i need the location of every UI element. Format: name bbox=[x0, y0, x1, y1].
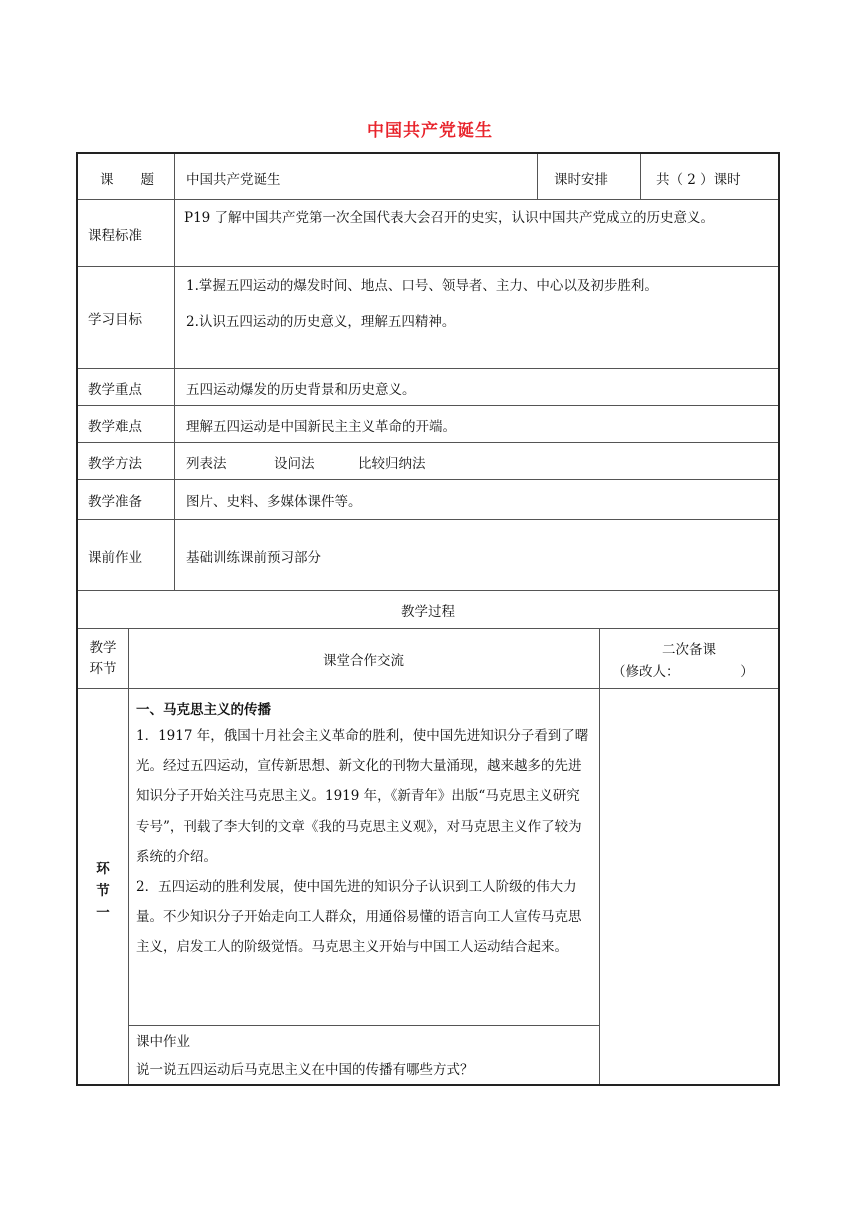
prep-value: 图片、史料、多媒体课件等。 bbox=[186, 494, 362, 510]
section-paragraph: 1．1917 年，俄国十月社会主义革命的胜利，使中国先进知识分子看到了曙光。经过五四运动，宣传新思想、新文化的刊物大量涌现，越来越多的先进知识分子开始关注马克思主义。1919 年，《新青年》出版“马克思主义研究专号”，刊载了李大钊的文章《我的马克思主义观》，对马克思主义作了较为系统的介绍。 bbox=[136, 728, 589, 865]
goals-label: 学习目标 bbox=[88, 312, 142, 328]
method-item: 设问法 bbox=[274, 456, 315, 472]
topic-value: 中国共产党诞生 bbox=[186, 172, 281, 188]
stage-label: 环 节 一 bbox=[96, 861, 110, 921]
activity-header: 课堂合作交流 bbox=[323, 653, 404, 669]
reviser-field: （修改人： ） bbox=[612, 664, 754, 680]
classwork-label: 课中作业 bbox=[136, 1034, 190, 1050]
page-title: 中国共产党诞生 bbox=[367, 121, 493, 141]
section-heading: 一、马克思主义的传播 bbox=[136, 702, 271, 718]
prep-label: 教学准备 bbox=[88, 494, 142, 510]
standard-value: P19 了解中国共产党第一次全国代表大会召开的史实，认识中国共产党成立的历史意义。 bbox=[184, 210, 715, 226]
methods-label: 教学方法 bbox=[88, 456, 142, 472]
stage-header: 教学 环节 bbox=[89, 640, 117, 677]
method-item: 比较归纳法 bbox=[358, 456, 426, 472]
key-value: 五四运动爆发的历史背景和历史意义。 bbox=[186, 382, 416, 398]
homework-value: 基础训练课前预习部分 bbox=[186, 550, 321, 566]
method-item: 列表法 bbox=[186, 456, 227, 472]
process-heading: 教学过程 bbox=[401, 604, 455, 620]
goal-item: 2.认识五四运动的历史意义，理解五四精神。 bbox=[186, 314, 456, 330]
schedule-value: 共（ 2 ）课时 bbox=[656, 172, 741, 188]
section-paragraph: 2．五四运动的胜利发展，使中国先进的知识分子认识到工人阶级的伟大力量。不少知识分子开始走向工人群众，用通俗易懂的语言向工人宣传马克思主义，启发工人的阶级觉悟。马克思主义开始与中国工人运动结合起来。 bbox=[136, 879, 582, 956]
revision-header: 二次备课 bbox=[662, 642, 716, 658]
difficulty-label: 教学难点 bbox=[88, 419, 142, 435]
difficulty-value: 理解五四运动是中国新民主主义革命的开端。 bbox=[186, 419, 456, 435]
lesson-plan-table bbox=[76, 152, 780, 1086]
classwork-question: 说一说五四运动后马克思主义在中国的传播有哪些方式？ bbox=[136, 1062, 474, 1078]
homework-label: 课前作业 bbox=[88, 550, 142, 566]
key-label: 教学重点 bbox=[88, 382, 142, 398]
goal-item: 1.掌握五四运动的爆发时间、地点、口号、领导者、主力、中心以及初步胜利。 bbox=[186, 278, 658, 294]
standard-label: 课程标准 bbox=[88, 228, 142, 244]
topic-label: 课 题 bbox=[100, 172, 154, 188]
schedule-label: 课时安排 bbox=[554, 172, 608, 188]
